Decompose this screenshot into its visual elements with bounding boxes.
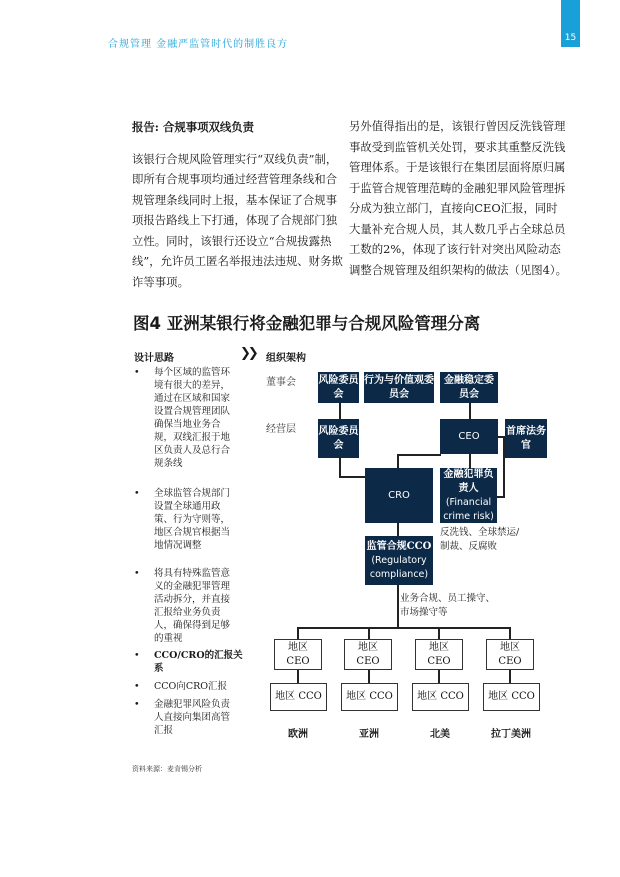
bullet-dot-icon: • bbox=[134, 367, 140, 378]
box-label: 地区 CCO bbox=[488, 691, 535, 702]
region-ceo-box bbox=[344, 639, 392, 670]
bullet-dot-icon: • bbox=[134, 650, 140, 661]
box-sublabel: (Regulatory compliance) bbox=[369, 554, 429, 580]
left-paragraph: 该银行合规风险管理实行“双线负责”制，即所有合规事项均通过经营管理条线和合规管理条线同时上报，基本保证了合规事项报告路线上下打通，体现了合规部门独立性。同时，该银行还设立“合规拔露热线”，允许员工匿名举报违法违规、财务欺诈等事项。 bbox=[132, 151, 343, 289]
box-label: CRO bbox=[388, 489, 410, 501]
connector-line bbox=[297, 627, 510, 629]
region-cco-box bbox=[483, 683, 540, 711]
connector-line bbox=[497, 496, 505, 498]
bullet-dot-icon: • bbox=[134, 681, 140, 692]
connector-line bbox=[368, 627, 370, 639]
region-label: 亚洲 bbox=[359, 729, 379, 740]
box-label: 金融稳定委员会 bbox=[444, 374, 494, 400]
bullet-text: 金融犯罪风险负责人直接向集团高管汇报 bbox=[154, 699, 231, 736]
connector-line bbox=[509, 670, 511, 683]
design-heading: 设计思路 bbox=[134, 353, 174, 364]
region-label: 北美 bbox=[430, 729, 450, 740]
bullet-dot-icon: • bbox=[134, 568, 140, 579]
tier-label-management: 经营层 bbox=[266, 424, 296, 435]
region-ceo-box bbox=[486, 639, 534, 670]
box-label: 行为与价值观委员会 bbox=[364, 374, 434, 400]
region-label: 拉丁美洲 bbox=[491, 729, 531, 740]
region-ceo-box bbox=[415, 639, 463, 670]
bullet-text: CCO/CRO的汇报关系 bbox=[154, 650, 243, 674]
page-number: 15 bbox=[564, 33, 577, 43]
chief-legal-officer-box bbox=[505, 419, 547, 458]
box-label: 地区 CEO bbox=[427, 641, 451, 667]
box-label: 首席法务官 bbox=[506, 425, 546, 451]
connector-line bbox=[469, 403, 471, 420]
bullet-text: 每个区域的监管环境有很大的差异，通过在区域和国家设置合规管理团队确保当地业务合规，双线汇报于地区负责人及总行合规条线 bbox=[154, 367, 231, 469]
fcr-head-box bbox=[440, 468, 497, 523]
left-text-column bbox=[132, 117, 344, 292]
connector-line bbox=[339, 476, 365, 478]
cco-scope-note: 业务合规、员工操守、市场操守等 bbox=[400, 593, 496, 618]
box-label: 风险委员会 bbox=[318, 425, 359, 451]
bullet-text: CCO向CRO汇报 bbox=[154, 681, 228, 692]
connector-line bbox=[469, 454, 471, 468]
connector-line bbox=[397, 523, 399, 536]
cro-box bbox=[365, 468, 433, 523]
right-paragraph: 另外值得指出的是，该银行曾因反洗钱管理事故受到监管机关处罚，要求其重整反洗钱管理体系。于是该银行在集团层面将原归属于监管合规管理范畴的金融犯罪风险管理拆分成为独立部门，直接向CEO汇报，同时大量补充合规人员，其人数几乎占全球总员工数的2%，体现了该行针对突出风险动态调整合规管理及组织架构的做法（见图4）。 bbox=[349, 119, 567, 277]
fin-stability-committee-box bbox=[440, 372, 498, 403]
connector-line bbox=[339, 402, 341, 419]
conduct-committee-box bbox=[364, 372, 434, 403]
ceo-box bbox=[440, 419, 498, 454]
box-label: 地区 CEO bbox=[286, 641, 310, 667]
running-header: 合规管理 金融严监管时代的制胜良方 bbox=[108, 39, 289, 50]
mgmt-risk-committee-box bbox=[318, 419, 359, 458]
box-label: CEO bbox=[458, 430, 480, 442]
region-label: 欧洲 bbox=[288, 729, 308, 740]
connector-line bbox=[297, 670, 299, 683]
bullet-dot-icon: • bbox=[134, 488, 140, 499]
right-text-column bbox=[349, 116, 568, 280]
section-heading: 报告: 合规事项双线负责 bbox=[132, 120, 255, 134]
region-ceo-box bbox=[274, 639, 322, 670]
connector-line bbox=[397, 585, 399, 628]
box-label: 地区 CEO bbox=[498, 641, 522, 667]
connector-line bbox=[438, 627, 440, 639]
box-label: 监管合规CCO bbox=[366, 540, 432, 552]
cco-box bbox=[365, 536, 433, 585]
connector-line bbox=[397, 454, 399, 468]
connector-line bbox=[509, 627, 511, 639]
region-cco-box bbox=[412, 683, 469, 711]
connector-line bbox=[397, 454, 441, 456]
connector-line bbox=[297, 627, 299, 639]
bullet-text: 全球监管合规部门设置全球通用政策、行为守则等，地区合规官根据当地情况调整 bbox=[154, 488, 231, 551]
source-note: 资料来源：麦肯锡分析 bbox=[132, 765, 202, 773]
fcr-scope-note: 反洗钱、全球禁运/制裁、反腐败 bbox=[440, 527, 520, 552]
region-cco-box bbox=[341, 683, 398, 711]
region-cco-box bbox=[270, 683, 327, 711]
connector-line bbox=[368, 670, 370, 683]
box-label: 地区 CEO bbox=[356, 641, 380, 667]
double-chevron-right-icon: ❯❯ bbox=[240, 346, 256, 361]
bullet-text: 将具有特殊监管意义的金融犯罪管理活动拆分，并直接汇报给业务负责人，确保得到足够的重视 bbox=[154, 568, 231, 644]
box-label: 地区 CCO bbox=[417, 691, 464, 702]
box-label: 风险委员会 bbox=[318, 374, 359, 400]
org-heading: 组织架构 bbox=[266, 353, 306, 364]
box-label: 地区 CCO bbox=[346, 691, 393, 702]
box-label: 金融犯罪负责人 bbox=[443, 468, 494, 494]
box-label: 地区 CCO bbox=[275, 691, 322, 702]
board-risk-committee-box bbox=[318, 372, 359, 403]
connector-line bbox=[339, 458, 341, 477]
box-sublabel: (Financial crime risk) bbox=[443, 496, 494, 522]
tier-label-board: 董事会 bbox=[266, 377, 296, 388]
bullet-dot-icon: • bbox=[134, 699, 140, 710]
connector-line bbox=[438, 670, 440, 683]
figure-title: 图4 亚洲某银行将金融犯罪与合规风险管理分离 bbox=[133, 314, 481, 333]
